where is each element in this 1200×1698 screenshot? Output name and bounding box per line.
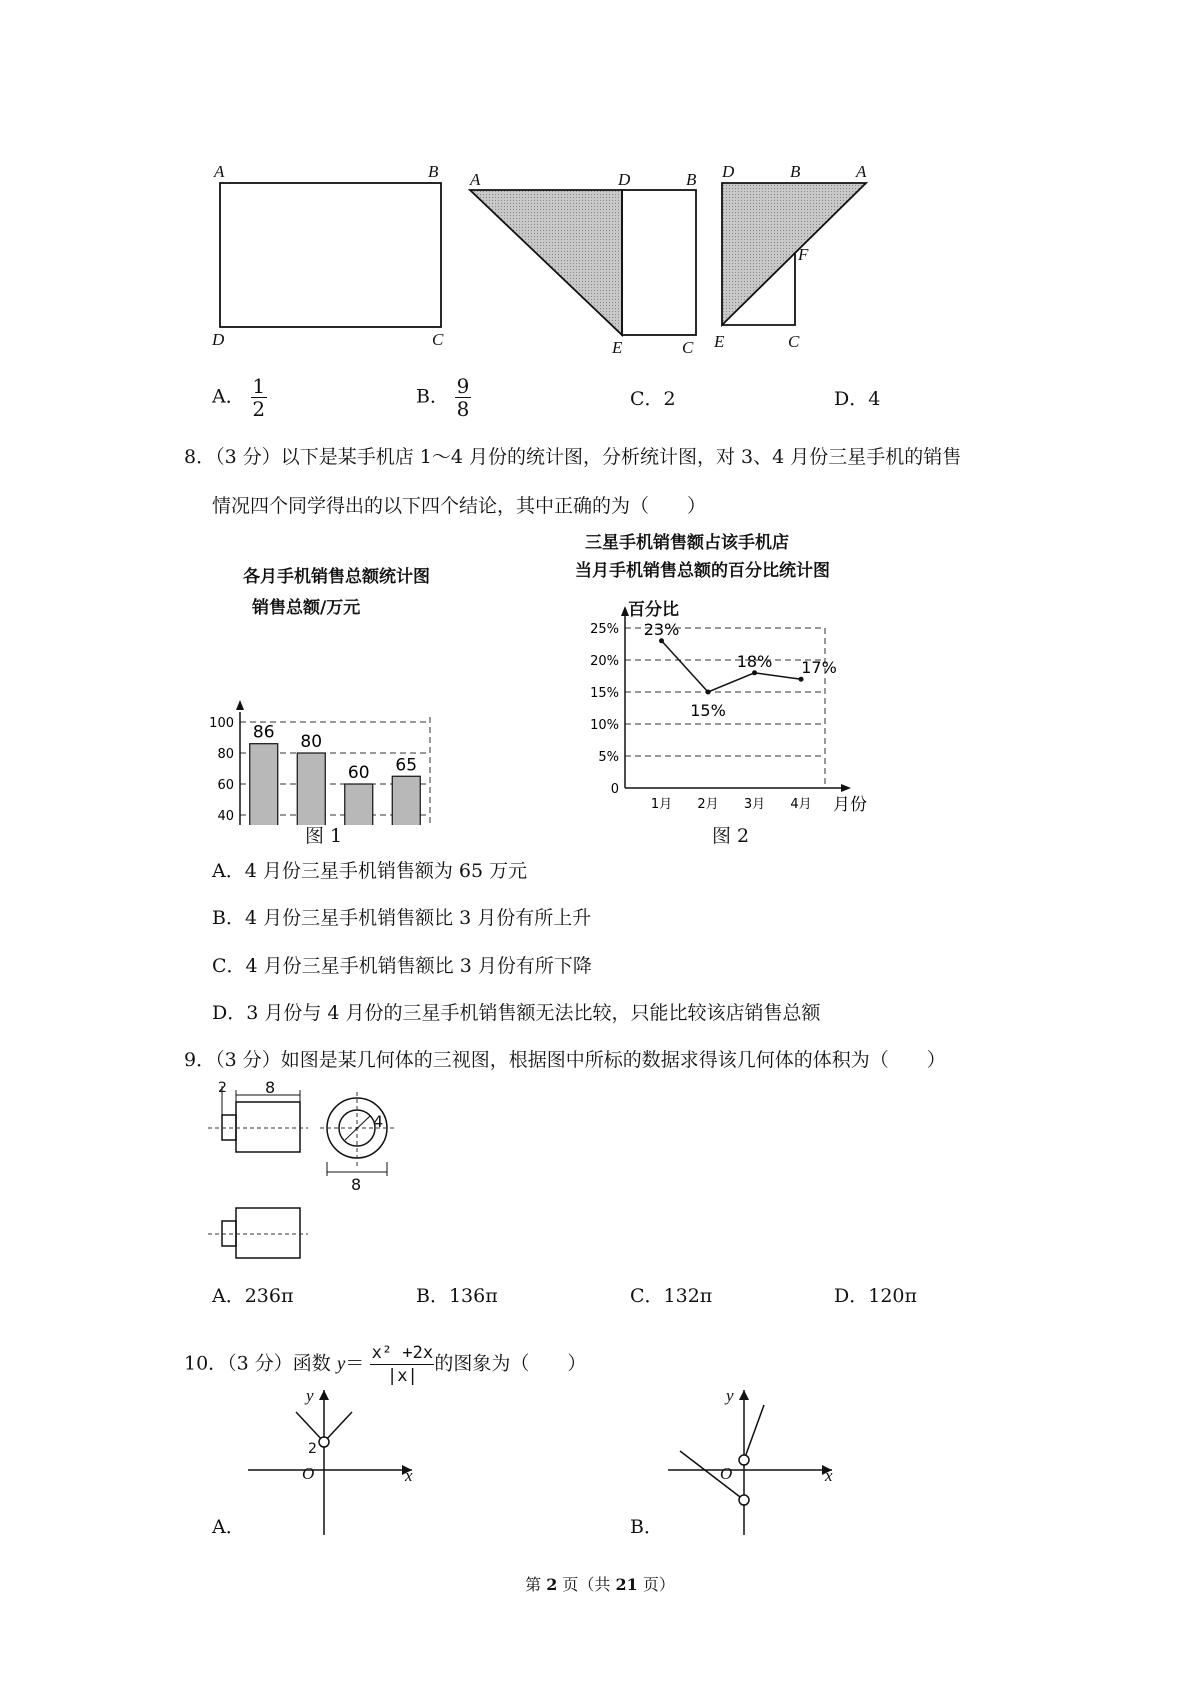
q10-b-y-arrow-icon [739,1390,749,1400]
q10-a-y-arrow-icon [319,1390,329,1400]
q9-three-views [200,1080,420,1275]
q10-function-fraction: $\frac{\text{x² +2x}}{|x|}$ [371,1343,434,1386]
q7-option-b: B． $\frac{9}{8}$ [416,374,470,421]
footer-total-pages: 21 [615,1575,638,1594]
q10-a-x-label: x [405,1466,413,1485]
chart2-data-label: 23% [643,619,680,639]
q7-fig2-rect [622,190,696,335]
chart1-data-label: 80 [300,732,323,752]
q7-fig2-label-d: D [618,170,631,189]
q8-option-b: B．4 月份三星手机销售额比 3 月份有所上升 [212,907,592,929]
chart2-line-chart [580,600,910,825]
chart2-point [706,690,711,695]
q7-fig2-label-e: E [612,338,623,357]
q7-fig1-label-c: C [432,330,444,349]
q9-dim-8-bottom: 8 [351,1175,362,1194]
q9-dim-4: 4 [373,1112,384,1131]
q7-figures [0,140,1200,350]
q10-a-left-branch [296,1412,324,1442]
chart1-ytick-label: 40 [217,809,234,824]
q10-option-a: A． [212,1516,245,1538]
chart1-ytick-label: 60 [217,778,234,793]
q7-option-d: D．4 [834,388,881,410]
chart1-title: 各月手机销售总额统计图 [243,567,430,587]
chart2-data-label: 18% [736,651,773,671]
q9-front-view-large [236,1102,300,1152]
q9-dim-2: 2 [218,1080,227,1096]
q10-b-left-branch [680,1451,744,1500]
q9-option-c: C．132π [630,1285,713,1307]
chart1-ylabel: 销售总额/万元 [252,598,361,618]
q8-question-line1: 8．（3 分）以下是某手机店 1～4 月份的统计图，分析统计图，对 3、4 月份三星手机的销售 [184,446,962,468]
chart1-bar [250,744,278,825]
chart2-ylabel: 百分比 [628,600,679,620]
q7-fig2-label-b: B [686,170,697,189]
chart2-data-label: 15% [690,701,726,720]
chart2-xlabel: 月份 [833,795,867,815]
q7-fig3-label-f: F [798,245,809,264]
q7-fig1-label-d: D [212,330,225,349]
chart2-ytick-label: 10% [590,718,619,733]
q7-fig3-label-e: E [714,332,725,351]
q7-fig3-label-c: C [788,332,800,351]
chart1-data-label: 60 [347,763,370,783]
q8-option-c: C．4 月份三星手机销售额比 3 月份有所下降 [212,955,592,977]
chart2-series-line [662,641,802,692]
q10-b-origin-label: O [720,1464,733,1483]
q7-option-b-fraction: $\frac{9}{8}$ [456,374,470,421]
q9-dim-8-top: 8 [265,1078,276,1097]
chart2-ytick-label: 15% [590,686,619,701]
chart2-caption: 图 2 [712,825,750,847]
chart1-data-label: 65 [395,755,418,776]
q10-option-b: B． [630,1516,663,1538]
chart2-xtick-label: 4月 [790,797,812,812]
chart1-ytick-label: 100 [209,716,234,731]
q8-option-a: A．4 月份三星手机销售额为 65 万元 [212,860,528,882]
q7-fig2-label-a: A [470,170,481,189]
q10-graph-a [240,1385,420,1540]
q7-fig3-label-d: D [722,162,735,181]
q7-option-a-fraction: $\frac{1}{2}$ [252,374,266,421]
chart2-point [752,670,757,675]
chart2-title-line1: 三星手机销售额占该手机店 [585,533,789,553]
chart2-ytick-label: 0 [610,782,619,797]
chart1-bar-chart [200,595,520,825]
chart2-xtick-label: 3月 [743,797,766,812]
q7-fig1-label-a: A [214,162,225,181]
q10-a-right-branch [324,1412,352,1442]
chart2-x-arrow-icon [841,784,851,792]
q10-a-two-label: 2 [308,1441,317,1457]
q10-b-x-label: x [825,1466,833,1485]
q7-fig2-shaded-triangle [470,190,622,335]
q10-question: 10．（3 分）函数 y＝ $\frac{\text{x² +2x}}{|x|}$ 的图象为（ ） [184,1343,587,1386]
chart2-point [659,638,664,643]
q7-fig2-label-c: C [682,338,694,357]
chart2-data-label: 17% [801,658,837,678]
q10-graph-b [660,1385,840,1540]
chart2-title-line2: 当月手机销售总额的百分比统计图 [575,561,830,581]
q10-a-y-label: y [306,1386,314,1405]
footer-page-number: 2 [546,1575,558,1594]
q9-option-a: A．236π [212,1285,294,1307]
q9-option-b: B．136π [416,1285,498,1307]
q10-a-origin-label: O [302,1464,315,1483]
q9-question: 9．（3 分）如图是某几何体的三视图，根据图中所标的数据求得该几何体的体积为（ ） [184,1049,946,1071]
chart2-y-arrow-icon [621,606,629,616]
chart1-bar [392,776,420,825]
q10-b-y-label: y [726,1386,734,1405]
q7-option-c: C．2 [630,388,676,410]
q7-fig3-shaded-triangle [722,183,866,325]
q10-a-open-point [319,1437,329,1447]
q9-option-d: D．120π [834,1285,917,1307]
q10-b-open-point-lower [739,1495,749,1505]
chart1-bar [345,784,373,825]
chart2-ytick-label: 5% [598,750,619,765]
chart1-bar [297,753,325,825]
chart1-data-label: 86 [252,722,275,743]
chart2-xtick-label: 2月 [697,797,719,812]
q8-question-line2: 情况四个同学得出的以下四个结论，其中正确的为（ ） [212,495,707,517]
page-footer: 第 2 页（共 21 页） [525,1575,675,1594]
q10-b-open-point-upper [739,1455,749,1465]
q8-option-d: D．3 月份与 4 月份的三星手机销售额无法比较，只能比较该店销售总额 [212,1002,821,1024]
chart2-point [799,677,804,682]
q10-b-right-branch [744,1405,764,1460]
q7-fig3-label-b: B [790,162,801,181]
q7-fig1-rect [220,183,441,327]
chart2-xtick-label: 1月 [650,797,673,812]
q9-top-view-large [236,1208,300,1258]
chart1-ytick-label: 80 [217,747,234,762]
chart1-y-arrow-icon [236,700,244,710]
chart2-ytick-label: 20% [590,654,619,669]
q7-fig3-label-a: A [856,162,867,181]
q7-fig1-label-b: B [428,162,439,181]
chart1-caption: 图 1 [305,825,343,847]
q7-option-a: A． $\frac{1}{2}$ [212,374,266,421]
chart2-ytick-label: 25% [590,622,619,637]
